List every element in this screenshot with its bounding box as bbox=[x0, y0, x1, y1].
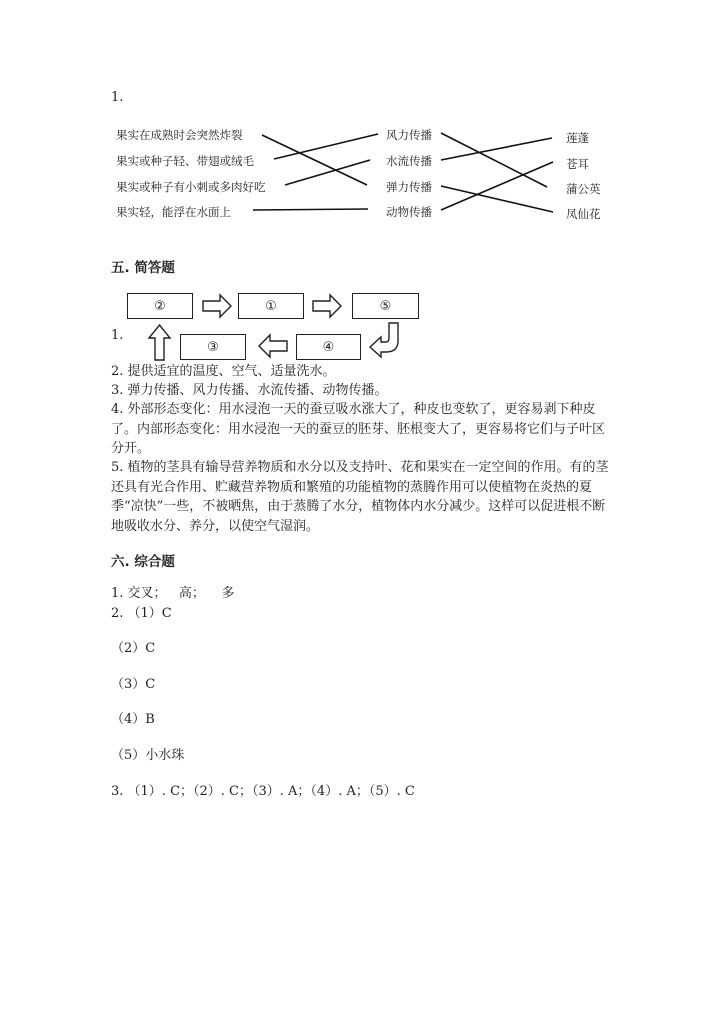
match-lines bbox=[0, 0, 720, 260]
match-line bbox=[262, 135, 367, 185]
match-left-item: 果实或种子有小刺或多肉好吃 bbox=[116, 180, 266, 194]
section-5-answer: 2. 提供适宜的温度、空气、适量洗水。 bbox=[111, 364, 336, 379]
match-middle-item: 风力传播 bbox=[386, 128, 432, 142]
left-arrow-icon bbox=[259, 335, 287, 357]
section-6-q2-part: （3）C bbox=[111, 677, 156, 692]
flow-box: ③ bbox=[180, 334, 246, 360]
flow-box: ⑤ bbox=[352, 293, 419, 319]
right-arrow-icon bbox=[203, 295, 231, 317]
match-middle-item: 弹力传播 bbox=[386, 180, 432, 194]
flow-arrows bbox=[0, 280, 720, 370]
match-left-item: 果实轻，能浮在水面上 bbox=[116, 205, 231, 219]
match-line bbox=[274, 134, 378, 159]
flow-box: ② bbox=[127, 293, 193, 319]
match-left-item: 果实或种子轻、带翅或绒毛 bbox=[116, 154, 254, 168]
section-5-answer: 5. 植物的茎具有输导营养物质和水分以及支持叶、花和果实在一定空间的作用。有的茎还具有光合作用、贮藏营养物质和繁殖的功能植物的蒸腾作用可以使植物在炎热的夏季“凉快”一些，不被晒焦，由于蒸腾了水分，植物体内水分减少。这样可以促进根不断地吸收水分、养分，以使空气湿润。 bbox=[111, 460, 609, 534]
section-6-q1: 1. 交叉； 高； 多 bbox=[111, 586, 235, 601]
section-6-title: 六. 综合题 bbox=[111, 554, 175, 570]
match-line bbox=[441, 133, 547, 187]
right-arrow-icon bbox=[313, 295, 341, 317]
up-arrow-icon bbox=[149, 325, 170, 360]
match-right-item: 蒲公英 bbox=[566, 182, 601, 196]
match-line bbox=[253, 209, 368, 210]
match-right-item: 凤仙花 bbox=[566, 207, 601, 221]
section-5-title: 五. 简答题 bbox=[111, 260, 175, 276]
match-line bbox=[441, 186, 553, 212]
match-line bbox=[285, 160, 370, 185]
match-question-number: 1. bbox=[111, 90, 124, 105]
u-turn-arrow-icon bbox=[370, 323, 398, 357]
section-5-answer: 4. 外部形态变化：用水浸泡一天的蚕豆吸水涨大了，种皮也变软了，更容易剥下种皮了。内部形态变化：用水浸泡一天的蚕豆的胚芽、胚根变大了，更容易将它们与子叶区分开。 bbox=[111, 402, 606, 456]
section-6-q3: 3. （1）. C；（2）. C；（3）. A；（4）. A；（5）. C bbox=[111, 784, 415, 799]
match-line bbox=[441, 162, 553, 210]
flow-box: ④ bbox=[296, 334, 361, 360]
match-right-item: 莲蓬 bbox=[566, 131, 589, 145]
match-right-item: 苍耳 bbox=[566, 157, 589, 171]
match-left-item: 果实在成熟时会突然炸裂 bbox=[116, 128, 243, 142]
section-5-answer: 3. 弹力传播、风力传播、水流传播、动物传播。 bbox=[111, 383, 388, 398]
flow-box: ① bbox=[238, 293, 304, 319]
match-middle-item: 动物传播 bbox=[386, 205, 432, 219]
section-6-q2-part: （5）小水珠 bbox=[111, 748, 185, 763]
section-6-q2-part: （4）B bbox=[111, 712, 155, 727]
section-6-q2-part: 2. （1）C bbox=[111, 606, 172, 621]
match-middle-item: 水流传播 bbox=[386, 154, 432, 168]
section-6-q2-part: （2）C bbox=[111, 641, 156, 656]
section-5-q1-number: 1. bbox=[111, 328, 124, 343]
